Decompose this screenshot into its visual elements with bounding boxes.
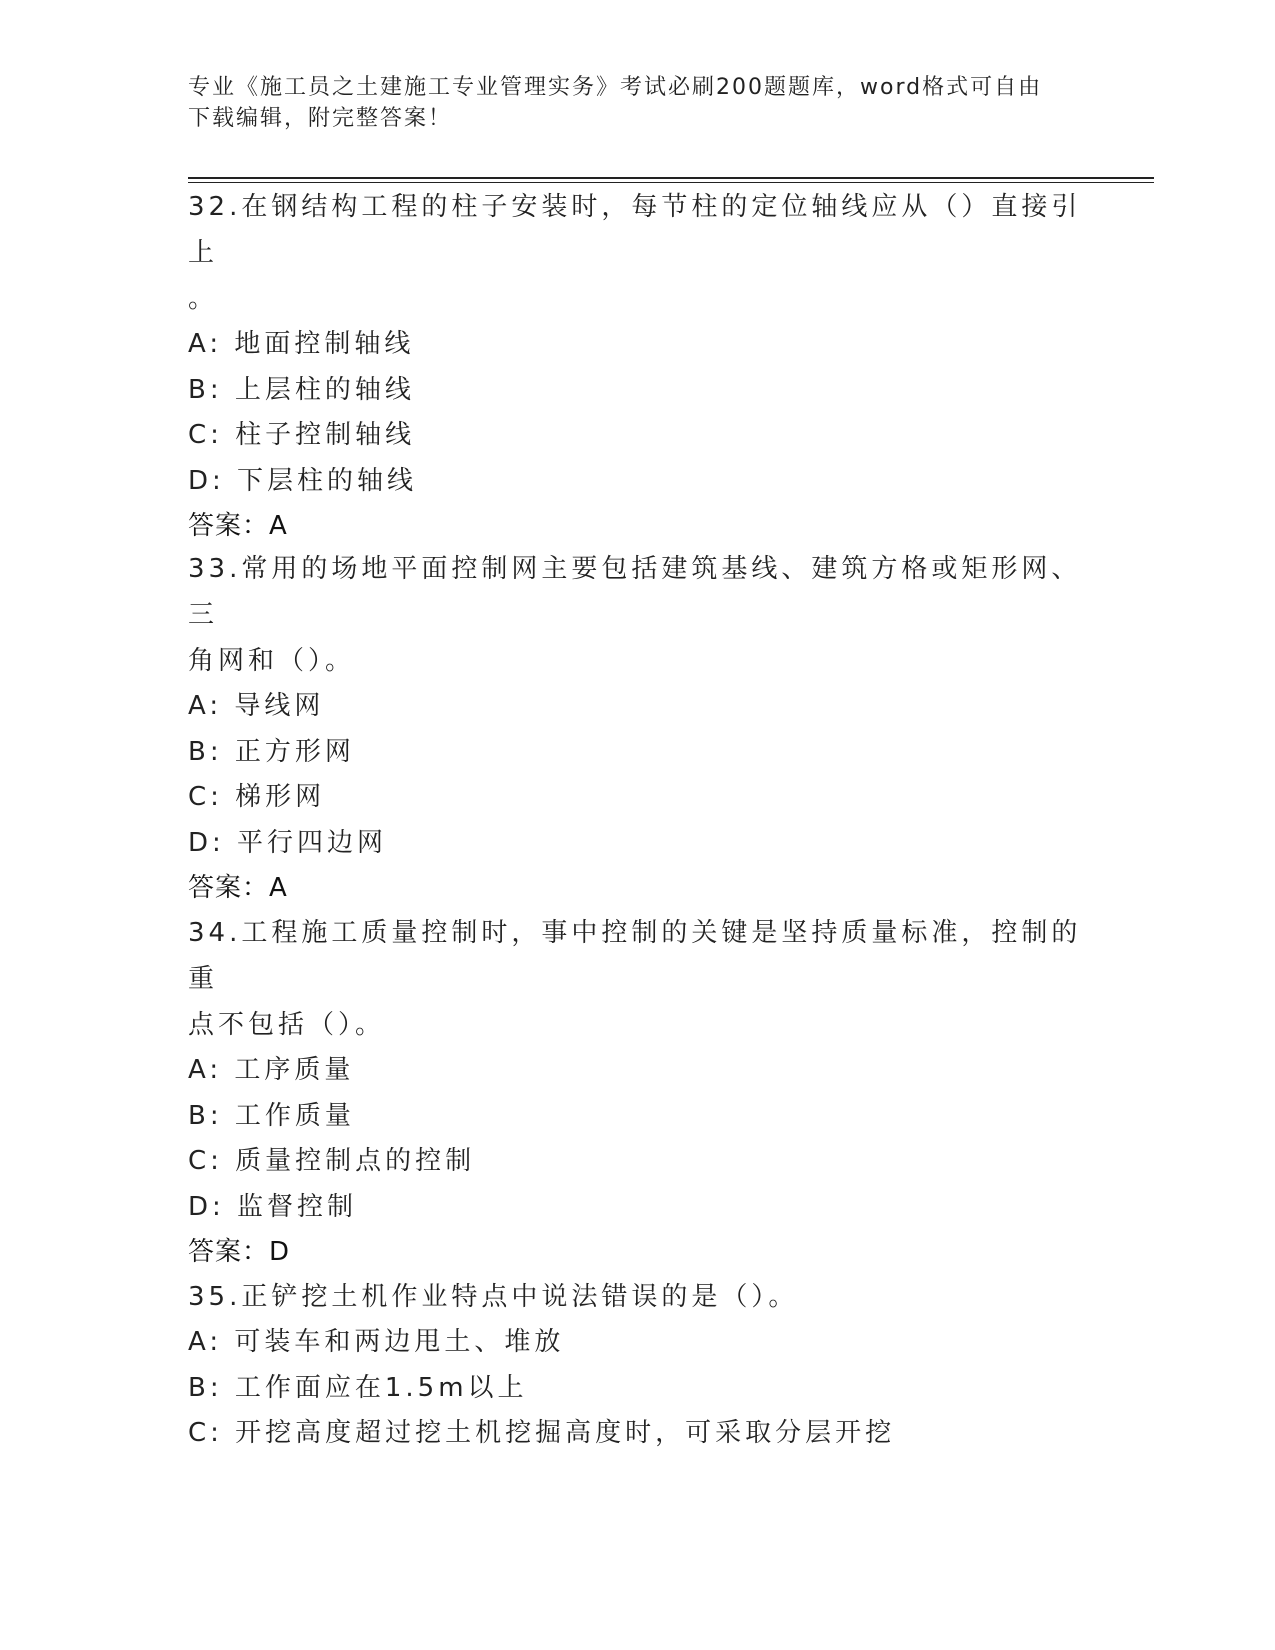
option-d: D: 平行四边网 [188, 827, 388, 858]
question-33 [188, 546, 1088, 911]
option-d: D: 监督控制 [188, 1191, 358, 1222]
option-d: D: 下层柱的轴线 [188, 465, 418, 496]
question-34 [188, 910, 1088, 1275]
question-text: 32.在钢结构工程的柱子安装时，每节柱的定位轴线应从（）直接引上 [188, 192, 1082, 268]
option-c: C: 梯形网 [188, 782, 326, 812]
option-c: C: 质量控制点的控制 [188, 1146, 476, 1176]
option-b: B: 工作面应在1.5m以上 [188, 1372, 528, 1403]
answer: 答案：D [188, 1237, 291, 1267]
question-text: 35.正铲挖土机作业特点中说法错误的是（）。 [188, 1282, 799, 1312]
option-a: A: 导线网 [188, 691, 325, 721]
question-text: 34.工程施工质量控制时，事中控制的关键是坚持质量标准，控制的重 [188, 918, 1082, 994]
question-text: 33.常用的场地平面控制网主要包括建筑基线、建筑方格或矩形网、三 [188, 554, 1082, 630]
option-b: B: 工作质量 [188, 1100, 355, 1131]
header-rule-thin [188, 182, 1154, 183]
document-header [188, 72, 1088, 134]
option-a: A: 地面控制轴线 [188, 329, 415, 359]
option-b: B: 正方形网 [188, 736, 355, 767]
header-rule-thick [188, 177, 1154, 179]
question-32 [188, 184, 1088, 549]
option-b: B: 上层柱的轴线 [188, 374, 415, 405]
question-35 [188, 1274, 1088, 1457]
option-a: A: 可装车和两边甩土、堆放 [188, 1327, 565, 1357]
header-line-2: 下载编辑，附完整答案！ [188, 106, 453, 131]
question-text-cont: 点不包括（）。 [188, 1010, 386, 1040]
option-c: C: 柱子控制轴线 [188, 420, 416, 450]
answer: 答案：A [188, 873, 288, 903]
option-a: A: 工序质量 [188, 1055, 355, 1085]
answer: 答案：A [188, 511, 288, 541]
option-c: C: 开挖高度超过挖土机挖掘高度时，可采取分层开挖 [188, 1418, 896, 1448]
question-text-cont: 。 [188, 284, 219, 314]
question-text-cont: 角网和（）。 [188, 646, 356, 676]
header-line-1: 专业《施工员之土建施工专业管理实务》考试必刷200题题库，word格式可自由 [188, 75, 1043, 100]
